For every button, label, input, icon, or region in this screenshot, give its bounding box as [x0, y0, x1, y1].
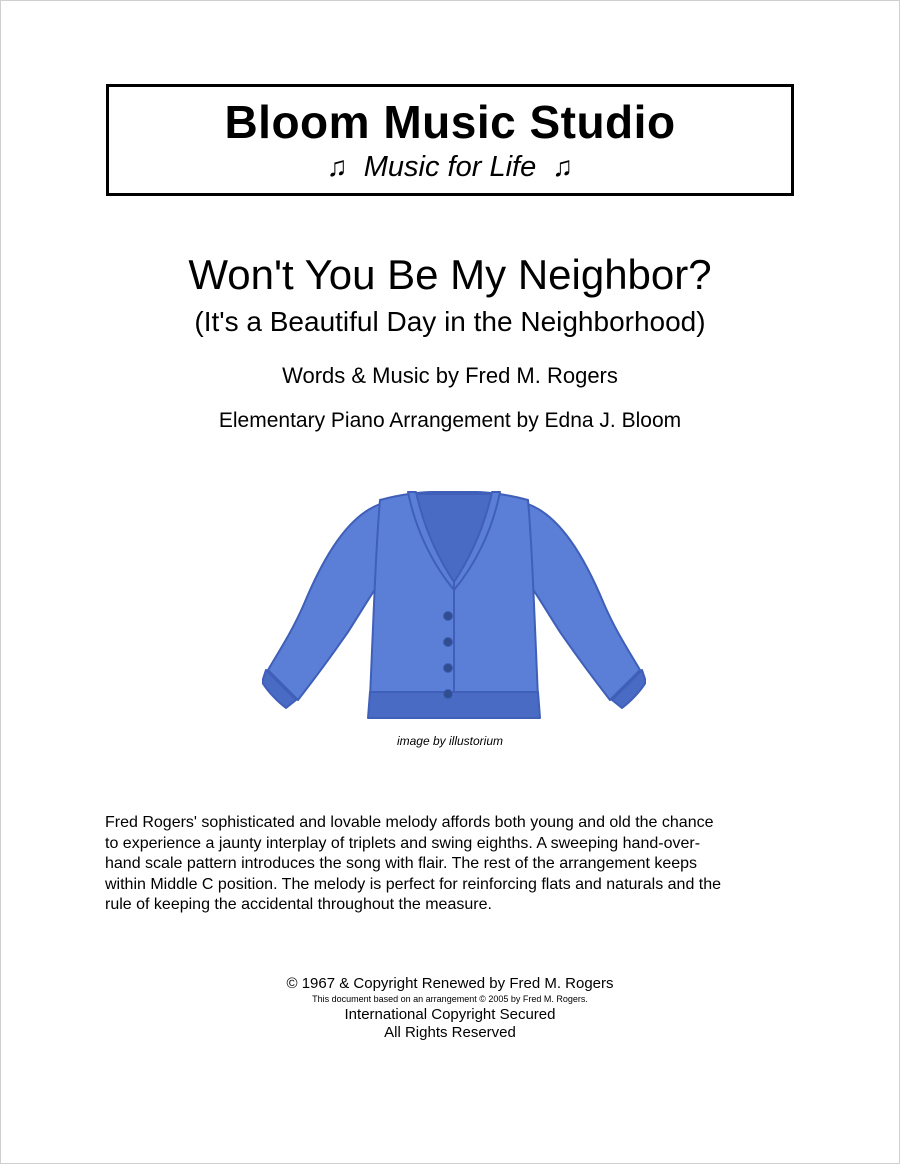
studio-header	[106, 84, 794, 196]
copyright-block	[0, 975, 900, 1042]
description-line: within Middle C position. The melody is perfect for reinforcing flats and naturals and the	[105, 875, 722, 893]
copyright-secured: International Copyright Secured	[344, 1006, 556, 1023]
image-credit: image by illustorium	[396, 734, 504, 748]
sweater-right-sleeve	[528, 504, 640, 700]
description-line: to experience a jaunty interplay of triplets and swing eighths. A sweeping hand-over-	[105, 834, 701, 852]
copyright-line: © 1967 & Copyright Renewed by Fred M. Rogers	[286, 975, 614, 992]
sweater-button	[444, 612, 453, 621]
song-subtitle: (It's a Beautiful Day in the Neighborhood)	[194, 306, 706, 337]
studio-name: Bloom Music Studio	[224, 96, 676, 148]
description-line: hand scale pattern introduces the song with flair. The rest of the arrangement keeps	[105, 855, 698, 873]
copyright-note: This document based on an arrangement © 2005 by Fred M. Rogers.	[312, 994, 588, 1004]
tagline	[109, 149, 791, 185]
sweater-left-sleeve	[268, 504, 380, 700]
description-paragraph	[105, 813, 805, 916]
copyright-rights: All Rights Reserved	[384, 1024, 516, 1041]
song-title: Won't You Be My Neighbor?	[188, 251, 712, 298]
music-note-icon: ♫	[552, 151, 574, 182]
sweater-waistband	[368, 692, 540, 718]
tagline-text: Music for Life	[363, 151, 537, 183]
music-note-icon: ♫	[326, 151, 348, 182]
sweater-button	[444, 638, 453, 647]
sweater-button	[444, 690, 453, 699]
sweater-button	[444, 664, 453, 673]
sweater-illustration	[262, 486, 646, 726]
song-credits: Words & Music by Fred M. Rogers	[282, 363, 618, 388]
arranger-credit: Elementary Piano Arrangement by Edna J. Bloom	[218, 409, 682, 432]
description-line: Fred Rogers' sophisticated and lovable melody affords both young and old the chance	[105, 814, 714, 831]
description-line: rule of keeping the accidental throughout the measure.	[105, 896, 492, 914]
